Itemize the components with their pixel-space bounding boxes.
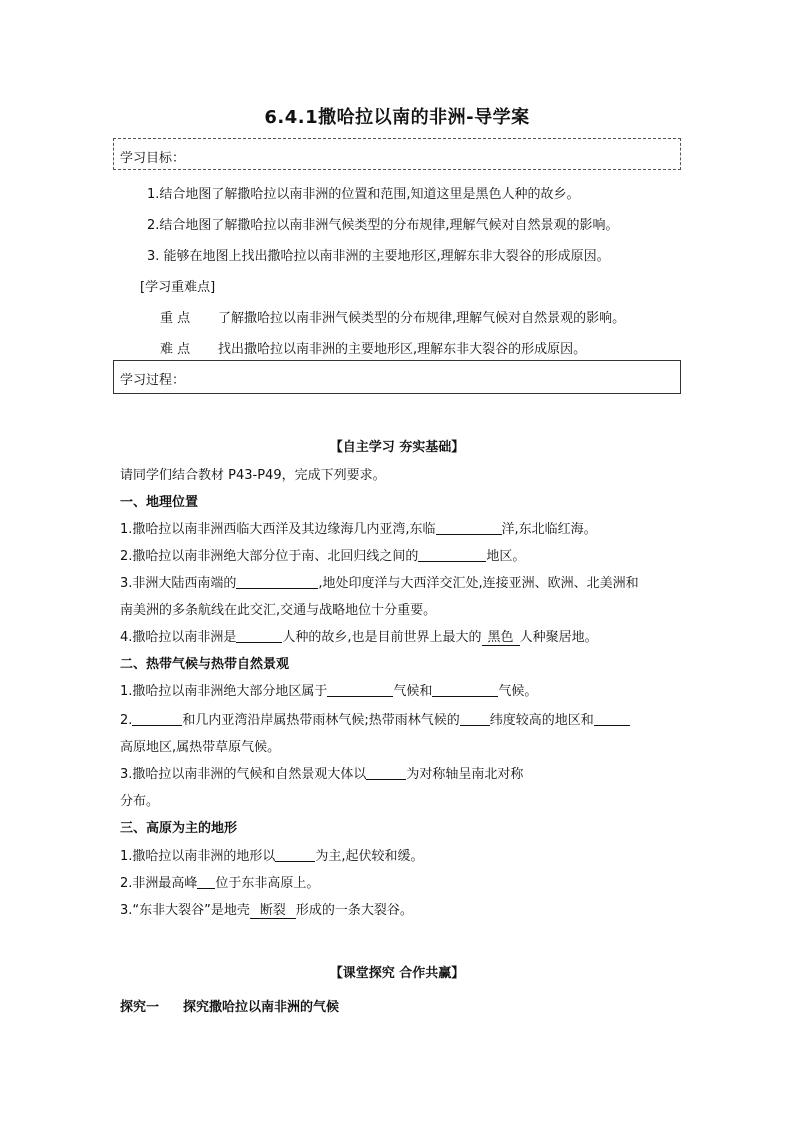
filled-answer: 断裂 xyxy=(250,903,296,919)
answer-blank[interactable] xyxy=(460,711,490,726)
answer-blank[interactable] xyxy=(594,711,630,726)
s2-question-3-cont: 分布。 xyxy=(120,794,160,809)
objective-3: 3. 能够在地图上找出撒哈拉以南非洲的主要地形区,理解东非大裂谷的形成原因。 xyxy=(147,249,610,264)
answer-blank[interactable] xyxy=(327,682,393,697)
answer-blank[interactable] xyxy=(197,874,215,889)
s3-question-1: 1.撒哈拉以南非洲的地形以 为主,起伏较和缓。 xyxy=(120,849,424,864)
difficult-point-text: 找出撒哈拉以南非洲的主要地形区,理解东非大裂谷的形成原因。 xyxy=(218,342,587,357)
s3-question-3: 3.“东非大裂谷”是地壳 断裂 形成的一条大裂谷。 xyxy=(120,903,413,918)
section-2-title: 二、热带气候与热带自然景观 xyxy=(120,657,290,672)
s2-question-1: 1.撒哈拉以南非洲绝大部分地区属于 气候和 气候。 xyxy=(120,684,538,699)
inquiry-text: 探究撒哈拉以南非洲的气候 xyxy=(183,1000,340,1015)
key-point-text: 了解撒哈拉以南非洲气候类型的分布规律,理解气候对自然景观的影响。 xyxy=(218,311,626,326)
s1-question-4: 4.撒哈拉以南非洲是 人种的故乡,也是目前世界上最大的 黑色 人种聚居地。 xyxy=(120,630,598,645)
answer-blank[interactable] xyxy=(418,547,486,562)
answer-blank[interactable] xyxy=(132,711,182,726)
s2-question-2-cont: 高原地区,属热带草原气候。 xyxy=(120,740,281,755)
inquiry-label: 探究一 xyxy=(120,1000,160,1015)
self-study-heading: 【自主学习 夯实基础】 xyxy=(329,440,465,455)
section-3-title: 三、高原为主的地形 xyxy=(120,821,238,836)
answer-blank[interactable] xyxy=(236,574,318,589)
objective-1: 1.结合地图了解撒哈拉以南非洲的位置和范围,知道这里是黑色人种的故乡。 xyxy=(147,187,580,202)
s1-question-3-cont: 南美洲的多条航线在此交汇,交通与战略地位十分重要。 xyxy=(120,603,437,618)
s3-question-2: 2.非洲最高峰 位于东非高原上。 xyxy=(120,876,320,891)
page-title: 6.4.1撒哈拉以南的非洲-导学案 xyxy=(264,107,530,128)
answer-blank[interactable] xyxy=(236,628,282,643)
self-study-intro: 请同学们结合教材 P43-P49，完成下列要求。 xyxy=(120,468,386,483)
objective-2: 2.结合地图了解撒哈拉以南非洲气候类型的分布规律,理解气候对自然景观的影响。 xyxy=(147,218,619,233)
process-box xyxy=(113,360,681,394)
s1-question-1: 1.撒哈拉以南非洲西临大西洋及其边缘海几内亚湾,东临 洋,东北临红海。 xyxy=(120,522,597,537)
process-label: 学习过程： xyxy=(120,373,186,388)
difficult-point-label: 难 点 xyxy=(160,342,191,357)
s1-question-3: 3.非洲大陆西南端的 ,地处印度洋与大西洋交汇处,连接亚洲、欧洲、北美洲和 xyxy=(120,576,639,591)
s2-question-2: 2. 和几内亚湾沿岸属热带雨林气候;热带雨林气候的 纬度较高的地区和 xyxy=(120,709,630,728)
key-point-label: 重 点 xyxy=(160,311,191,326)
s1-question-2: 2.撒哈拉以南非洲绝大部分位于南、北回归线之间的 地区。 xyxy=(120,549,526,564)
answer-blank[interactable] xyxy=(366,765,406,780)
section-1-title: 一、地理位置 xyxy=(120,495,199,510)
objectives-box xyxy=(113,138,681,170)
s2-question-3: 3.撒哈拉以南非洲的气候和自然景观大体以 为对称轴呈南北对称 xyxy=(120,767,524,782)
key-points-label: [学习重难点] xyxy=(140,280,216,295)
answer-blank[interactable] xyxy=(436,520,502,535)
answer-blank[interactable] xyxy=(432,682,498,697)
class-explore-heading: 【课堂探究 合作共赢】 xyxy=(329,966,465,981)
answer-blank[interactable] xyxy=(275,847,315,862)
objectives-label: 学习目标： xyxy=(120,151,186,166)
filled-answer: 黑色 xyxy=(482,630,520,646)
